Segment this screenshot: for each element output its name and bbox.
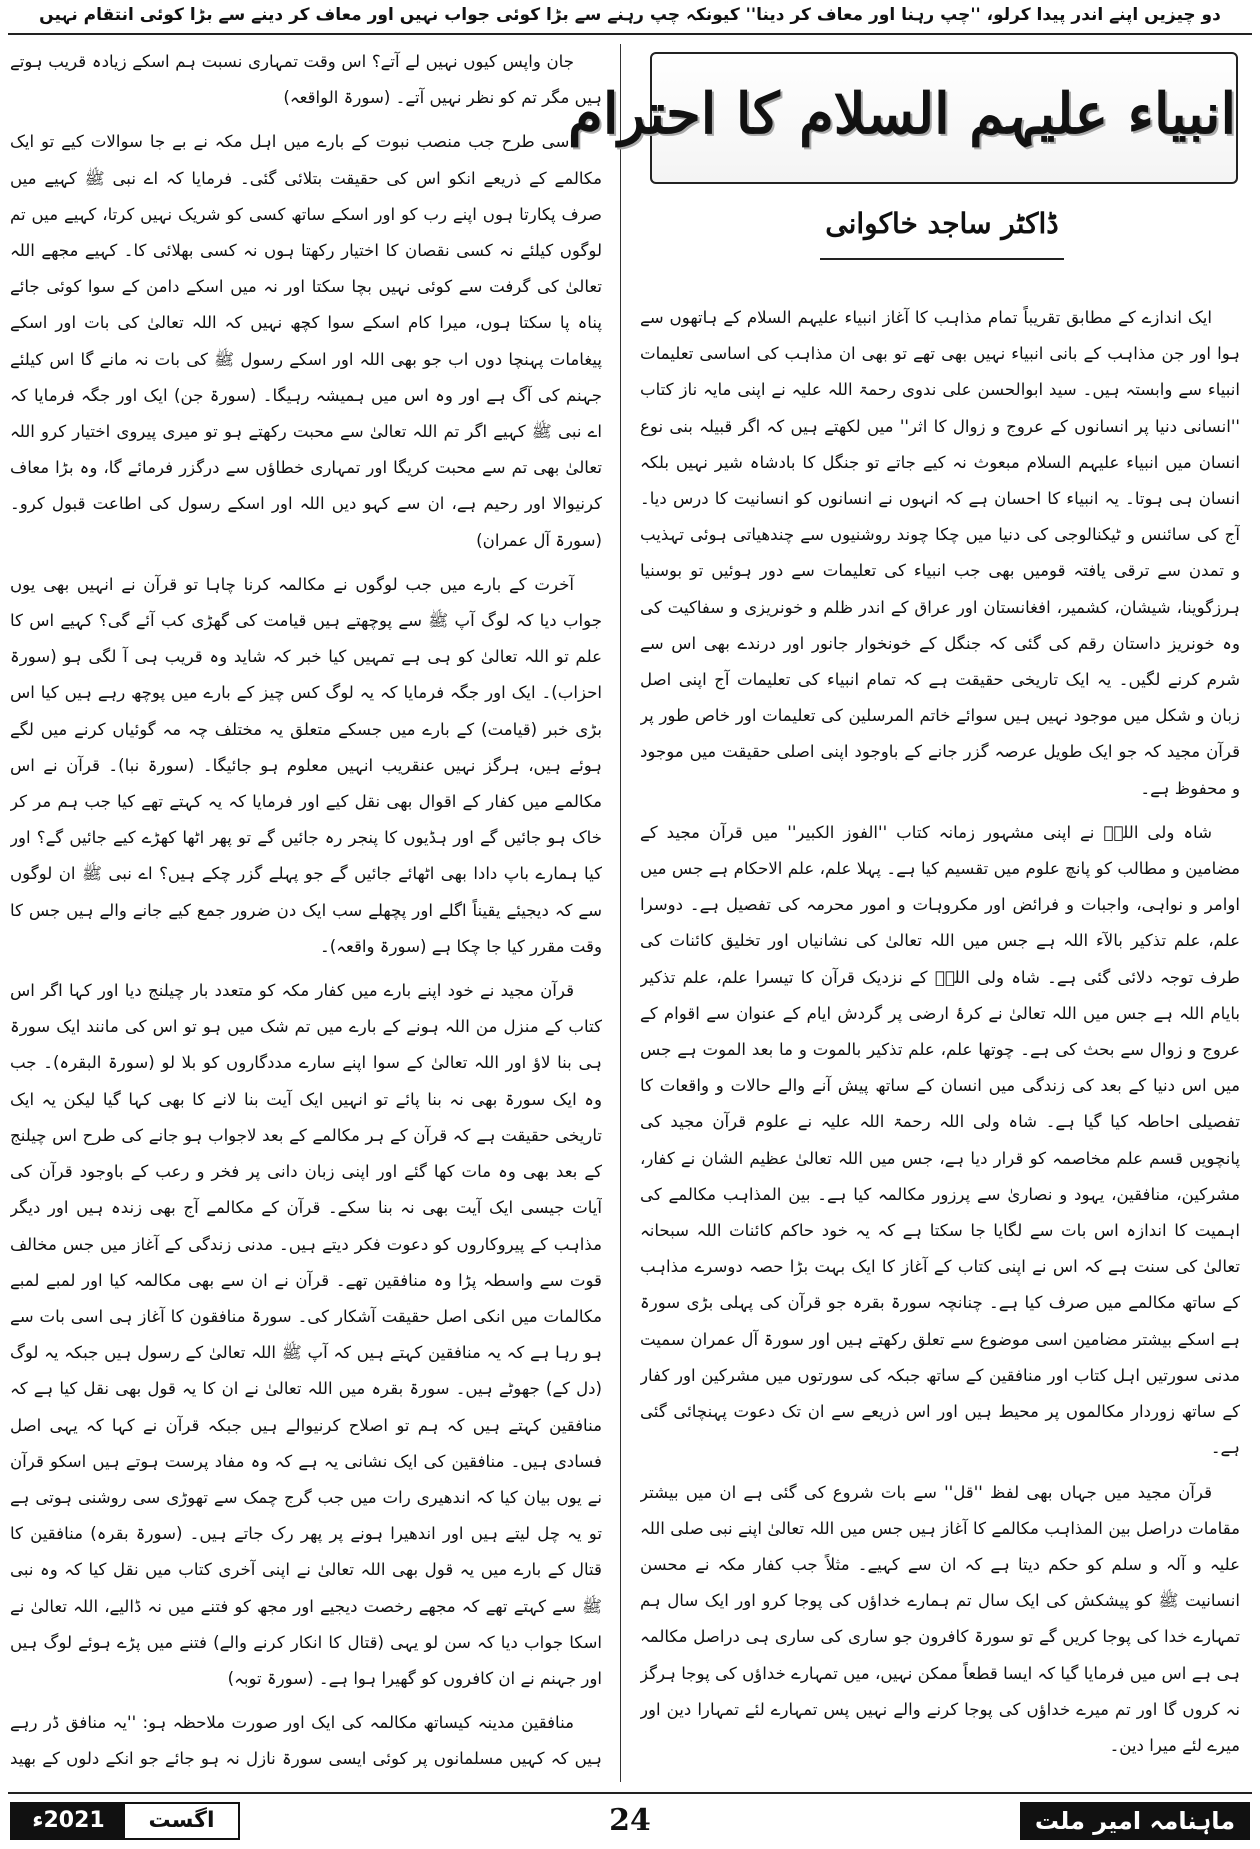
paragraph: منافقین مدینہ کیساتھ مکالمہ کی ایک اور صورت ملاحظہ ہو: ''یہ منافق ڈر رہے ہیں کہ کہیں مسلمانوں پر کوئی ایسی سورۃ نازل نہ ہو جائے جو انکے دلوں کے بھید: [10, 1713, 602, 1769]
paragraph: ایک اندازے کے مطابق تقریباً تمام مذاہب کا آغاز انبیاء علیہم السلام کے ہاتھوں سے ہوا اور جن مذاہب کے بانی انبیاء نہیں بھی تھے تو بھی ان مذاہب کی اساسی تعلیمات انبیاء سے وابستہ ہیں۔ سید ابوالحسن علی ندوی رحمۃ اللہ علیہ نے اپنی مایہ ناز کتاب ''انسانی دنیا پر انسانوں کے عروج و زوال کا اثر'' میں لکھتے ہیں کہ اگر قبیلہ بنی نوع انسان میں انبیاء علیہم السلام مبعوث نہ کیے جاتے تو جنگل کا بادشاہ شیر نہیں بلکہ انسان ہی ہوتا۔ یہ انبیاء کا احسان ہے کہ انہوں نے انسانوں کو انسانیت کا درس دیا۔ آج کی سائنس و ٹیکنالوجی کی دنیا میں چکا چوند روشنیوں سے چندھیاتی ہوئی تہذیب و تمدن سے ترقی یافتہ قومیں بھی جب انبیاء کی تعلیمات سے دور ہوئیں تو بوسنیا ہرزگوینا، شیشان، کشمیر، افغانستان اور عراق کے اندر ظلم و خونریزی و سفاکیت کی وہ خونریز داستان رقم کی گئی کہ جنگل کے خونخوار جانور اور درندے بھی اس سے شرم کرنے لگیں۔ یہ ایک تاریخی حقیقت ہے کہ تمام انبیاء کی تعلیمات آج اپنی اصل زبان و شکل میں موجود نہیں ہیں سوائے خاتم المرسلین کی تعلیمات اور خاص طور پر قرآن مجید کہ جو ایک طویل عرصہ گزر جانے کے باوجود اپنی اصلی حقیقت میں موجود و محفوظ ہے۔: [640, 308, 1240, 798]
article-title-box: [568, 52, 1238, 184]
issue-date: [10, 1802, 240, 1840]
right-column: [640, 300, 1240, 1782]
paragraph: شاہ ولی اللہؒ نے اپنی مشہور زمانہ کتاب ''الفوز الکبیر'' میں قرآن مجید کے مضامین و مطالب کو پانچ علوم میں تقسیم کیا ہے۔ پہلا علم، علم الاحکام ہے جس میں اوامر و نواہی، واجبات و فرائض اور مکروہات و امور محرمہ کی تفصیل ہے۔ دوسرا علم، علم تذکیر بالآء اللہ ہے جس میں اللہ تعالیٰ کی نشانیاں اور تخلیق کائنات کی طرف توجہ دلائی گئی ہے۔ شاہ ولی اللہؒ کے نزدیک قرآن کا تیسرا علم، علم تذکیر بایام اللہ ہے جس میں اللہ تعالیٰ نے کرۂ ارضی پر گردش ایام کے عنوان سے اقوام کے عروج و زوال سے بحث کی ہے۔ چوتھا علم، علم تذکیر بالموت و ما بعد الموت ہے جس میں اس دنیا کے بعد کی زندگی میں انسان کے ساتھ پیش آنے والے حالات و واقعات کا تفصیلی احاطہ کیا گیا ہے۔ شاہ ولی اللہ رحمۃ اللہ علیہ نے علوم قرآن مجید کی پانچویں قسم علم مخاصمہ کو قرار دیا ہے، جس میں اللہ تعالیٰ عظیم الشان نے کفار، مشرکین، منافقین، یہود و نصاریٰ سے پرزور مکالمہ کیا ہے۔ بین المذاہب مکالمے کی اہمیت کا اندازہ اس بات سے لگایا جا سکتا ہے کہ یہ خود حاکم کائنات اللہ سبحانہ تعالیٰ کی سنت ہے کہ اس نے اپنی کتاب کے آغاز کا ایک بہت بڑا حصہ دوسرے مذاہب کے ساتھ مکالمے میں صرف کیا ہے۔ چنانچہ سورۃ بقرہ جو قرآن کی پہلی بڑی سورۃ ہے اسکے بیشتر مضامین اسی موضوع سے تعلق رکھتے ہیں اور سورۃ آل عمران سمیت مدنی سورتیں اہل کتاب اور منافقین کے ساتھ جبکہ کی سورتوں میں مشرکین اور کفار کے ساتھ زوردار مکالموں پر محیط ہیں اور اس ذریعے سے ان تک دعوت پہنچائی گئی ہے۔: [640, 822, 1240, 1458]
article-title: انبیاء علیہم السلام کا احترام: [568, 81, 1236, 147]
column-divider: [620, 44, 621, 1782]
paragraph: جان واپس کیوں نہیں لے آتے؟ اس وقت تمہاری نسبت ہم اسکے زیادہ قریب ہوتے ہیں مگر تم کو نظر نہیں آتے۔ (سورۃ الواقعہ): [10, 52, 602, 108]
paragraph: قرآن مجید نے خود اپنے بارے میں کفار مکہ کو متعدد بار چیلنج دیا اور کہا اگر اس کتاب کے منزل من اللہ ہونے کے بارے میں تم شک میں ہو تو اس کی مانند ایک سورۃ ہی بنا لاؤ اور اللہ تعالیٰ کے سوا اپنے سارے مددگاروں کو بلا لو (سورۃ البقرہ)۔ جب وہ ایک سورۃ بھی نہ بنا پائے تو انہیں ایک آیت بنا لانے کا بھی کہا گیا لیکن یہ ایک تاریخی حقیقت ہے کہ قرآن کے ہر مکالمے کے بعد لاجواب ہو جانے کی طرح اس چیلنج کے بعد بھی وہ مات کھا گئے اور اپنی زبان دانی پر فخر و رعب کے باوجود قرآن کی آیات جیسی ایک آیت بھی نہ بنا سکے۔ قرآن کے مکالمے آج بھی زندہ ہیں اور دیگر مذاہب کے پیروکاروں کو دعوت فکر دیتے ہیں۔ مدنی زندگی کے آغاز میں جس مخالف قوت سے واسطہ پڑا وہ منافقین تھے۔ قرآن نے ان سے بھی مکالمہ کیا اور لمبے لمبے مکالمات میں انکی اصل حقیقت آشکار کی۔ سورۃ منافقون کا آغاز ہی اسی بات سے ہو رہا ہے کہ یہ منافقین کہتے ہیں کہ آپ ﷺ اللہ تعالیٰ کے رسول ہیں جبکہ یہ لوگ (دل کے) جھوٹے ہیں۔ سورۃ بقرہ میں اللہ تعالیٰ نے ان کا یہ قول بھی نقل کیا ہے کہ منافقین کہتے ہیں کہ ہم تو اصلاح کرنیوالے ہیں جبکہ قرآن نے کہا کہ یہی اصل فسادی ہیں۔ منافقین کی ایک نشانی یہ ہے کہ وہ مفاد پرست ہوتے ہیں اسکو قرآن نے یوں بیان کیا کہ اندھیری رات میں جب گرج چمک سے تھوڑی سی روشنی ہوتی ہے تو یہ چل لیتے ہیں اور اندھیرا ہونے پر پھر رک جاتے ہیں۔ (سورۃ بقرہ) منافقین کا قتال کے بارے میں یہ قول بھی اللہ تعالیٰ نے اپنی آخری کتاب میں نقل کیا کہ وہ نبی ﷺ سے کہتے تھے کہ مجھے رخصت دیجیے اور مجھ کو فتنے میں نہ ڈالیے، اللہ تعالیٰ نے اسکا جواب دیا کہ سن لو یہی (قتال کا انکار کرنے والے) فتنے میں پڑے ہوئے لوگ ہیں اور جہنم نے ان کافروں کو گھیرا ہوا ہے۔ (سورۃ توبہ): [10, 981, 602, 1688]
author-underline: [820, 258, 1064, 260]
paragraph: [640, 1772, 1240, 1782]
issue-year: 2021ء: [12, 1804, 125, 1838]
issue-month: اگست: [148, 1808, 215, 1833]
paragraph: اسی طرح جب منصب نبوت کے بارے میں اہل مکہ نے بے جا سوالات کیے تو ایک مکالمے کے ذریعے انکو اس کی حقیقت بتلائی گئی۔ فرمایا کہ اے نبی ﷺ کہیے میں صرف پکارتا ہوں اپنے رب کو اور اسکے ساتھ کسی کو شریک نہیں کرتا، کہیے میں تم لوگوں کیلئے نہ کسی نقصان کا اختیار رکھتا ہوں نہ کسی بھلائی کا۔ کہیے مجھے اللہ تعالیٰ کی گرفت سے کوئی نہیں بچا سکتا اور نہ میں اسکے دامن کے سوا کوئی جائے پناہ پا سکتا ہوں، میرا کام اسکے سوا کچھ نہیں کہ اللہ تعالیٰ کی بات اور اسکے پیغامات پہنچا دوں اب جو بھی اللہ اور اسکے رسول ﷺ کی بات نہ مانے گا اس کیلئے جہنم کی آگ ہے اور وہ اس میں ہمیشہ رہیگا۔ (سورۃ جن) ایک اور جگہ فرمایا کہ اے نبی ﷺ کہیے اگر تم اللہ تعالیٰ سے محبت رکھتے ہو تو میری پیروی اختیار کرو اللہ تعالیٰ بھی تم سے محبت کریگا اور تمہاری خطاؤں سے درگزر فرمائے گا، وہ بڑا معاف کرنیوالا اور رحیم ہے، ان سے کہو دیں اللہ اور اسکے رسول کی اطاعت قبول کرو۔ (سورۃ آل عمران): [10, 132, 602, 550]
header-quote: دو چیزیں اپنے اندر پیدا کرلو، ''چپ رہنا اور معاف کر دینا'' کیونکہ چپ رہنے سے بڑا کوئی جواب نہیں اور معاف کر دینے سے بڑا کوئی انتقام نہیں: [39, 5, 1221, 25]
footer-rule: [8, 1792, 1252, 1794]
left-column: [10, 44, 602, 1782]
header-rule: [8, 33, 1252, 35]
paragraph: قرآن مجید میں جہاں بھی لفظ ''قل'' سے بات شروع کی گئی ہے ان میں بیشتر مقامات دراصل بین المذاہب مکالمے کا آغاز ہیں جس میں اللہ تعالیٰ اپنے نبی صلی اللہ علیہ و آلہ و سلم کو حکم دیتا ہے کہ ان سے کہیے۔ مثلاً جب کفار مکہ نے محسن انسانیت ﷺ کو پیشکش کی ایک سال تم ہمارے خداؤں کی پوجا کرو اور ایک سال ہم تمہارے خدا کی پوجا کریں گے تو سورۃ کافرون جو ساری کی ساری ہی دراصل مکالمہ ہی ہے اس میں فرمایا گیا کہ ایسا قطعاً ممکن نہیں، میں تمہارے خداؤں کی پوجا ہرگز نہ کروں گا اور تم میرے خداؤں کی پوجا کرنے والے نہیں پس تمہارے لئے تمہارا دین اور میرے لئے میرا دین۔: [640, 1482, 1240, 1755]
author-block: [650, 200, 1234, 270]
page-number: 24: [609, 1803, 651, 1838]
author-name: ڈاکٹر ساجد خاکوانی: [825, 207, 1059, 240]
paragraph: آخرت کے بارے میں جب لوگوں نے مکالمہ کرنا چاہا تو قرآن نے انہیں بھی یوں جواب دیا کہ لوگ آپ ﷺ سے پوچھتے ہیں قیامت کی گھڑی کب آئے گی؟ کہیے اس کا علم تو اللہ تعالیٰ کو ہی ہے تمہیں کیا خبر کہ شاید وہ قریب ہی آ لگی ہو (سورۃ احزاب)۔ ایک اور جگہ فرمایا کہ یہ لوگ کس چیز کے بارے میں پوچھ رہے ہیں کیا اس بڑی خبر (قیامت) کے بارے میں جسکے متعلق یہ مختلف چہ مہ گوئیاں کرنے میں لگے ہوئے ہیں، ہرگز نہیں عنقریب انہیں معلوم ہو جائیگا۔ (سورۃ نبا)۔ قرآن نے اس مکالمے میں کفار کے اقوال بھی نقل کیے اور فرمایا کہ یہ کہتے تھے کیا جب ہم مر کر خاک ہو جائیں گے اور ہڈیوں کا پنجر رہ جائیں گے تو پھر اٹھا کھڑے کیے جائیں گے؟ اور کیا ہمارے باپ دادا بھی اٹھائے جائیں گے جو پہلے گزر چکے ہیں؟ اے نبی ﷺ ان لوگوں سے کہ دیجیئے یقیناً اگلے اور پچھلے سب ایک دن ضرور جمع کیے جانے والے ہیں جس کا وقت مقرر کیا جا چکا ہے (سورۃ واقعہ)۔: [10, 574, 602, 956]
magazine-name: ماہنامہ امیر ملت: [1020, 1802, 1250, 1840]
page-footer: [0, 1800, 1260, 1844]
